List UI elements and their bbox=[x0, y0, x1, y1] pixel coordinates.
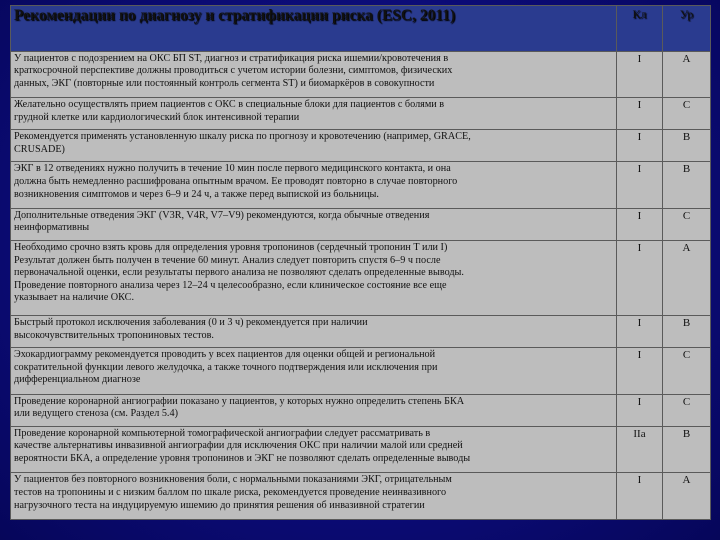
recommendation-line: Проведение повторного анализа через 12–24 ч целесообразно, если клиническое состояние все еще bbox=[14, 279, 447, 291]
recommendation-line: возникновения симптомов и через 6–9 и 24 ч, а также перед выпиской из больницы. bbox=[14, 188, 379, 200]
class-cell: I bbox=[617, 473, 663, 520]
recommendation-line: Необходимо срочно взять кровь для определения уровня тропонинов (сердечный тропонин T или I) bbox=[14, 241, 448, 253]
level-cell: C bbox=[663, 348, 711, 394]
recommendation-line: Проведение коронарной компьютерной томографической ангиографии следует рассматривать в bbox=[14, 427, 431, 439]
table-row bbox=[11, 426, 711, 472]
recommendation-line: Результат должен быть получен в течение 60 минут. Анализ следует повторить спустя 6–9 ч после bbox=[14, 254, 441, 266]
recommendation-text bbox=[11, 162, 617, 208]
level-cell: A bbox=[663, 240, 711, 315]
level-cell: C bbox=[663, 394, 711, 426]
table-row bbox=[11, 208, 711, 240]
level-cell: B bbox=[663, 162, 711, 208]
table-row bbox=[11, 98, 711, 130]
recommendation-line: грудной клетке или кардиологический блок интенсивной терапии bbox=[14, 111, 300, 123]
recommendation-line: У пациентов без повторного возникновения боли, с нормальными показаниями ЭКГ, отрицательным bbox=[14, 474, 452, 486]
level-cell: C bbox=[663, 98, 711, 130]
level-cell: B bbox=[663, 426, 711, 472]
recommendation-text bbox=[11, 348, 617, 394]
recommendation-text bbox=[11, 240, 617, 315]
recommendation-line: неинформативны bbox=[14, 222, 90, 234]
recommendation-text bbox=[11, 208, 617, 240]
class-cell: I bbox=[617, 240, 663, 315]
class-cell: I bbox=[617, 162, 663, 208]
level-cell: B bbox=[663, 316, 711, 348]
recommendation-line: Рекомендуется применять установленную шкалу риска по прогнозу и кровотечению (например, GRACE, bbox=[14, 131, 471, 143]
class-cell: I bbox=[617, 51, 663, 97]
table-row bbox=[11, 473, 711, 520]
recommendation-line: краткосрочной перспективе должны проводиться с учетом истории болезни, симптомов, физических bbox=[14, 65, 453, 77]
recommendation-line: первоначальной оценки, если результаты первого анализа не позволяют сделать определенные выводы. bbox=[14, 267, 464, 279]
recommendation-text bbox=[11, 51, 617, 97]
recommendation-line: Желательно осуществлять прием пациентов с ОКС в специальные блоки для пациентов с болями в bbox=[14, 99, 445, 111]
level-cell: A bbox=[663, 51, 711, 97]
table-header-row bbox=[11, 6, 711, 52]
table-row bbox=[11, 240, 711, 315]
recommendation-line: У пациентов с подозрением на ОКС БП ST, диагноз и стратификация риска ишемии/кровотечения в bbox=[14, 52, 449, 64]
recommendation-line: CRUSADE) bbox=[14, 143, 65, 155]
table-body bbox=[11, 51, 711, 519]
level-cell: A bbox=[663, 473, 711, 520]
recommendation-text bbox=[11, 316, 617, 348]
table-row bbox=[11, 394, 711, 426]
table-row bbox=[11, 316, 711, 348]
recommendation-text bbox=[11, 394, 617, 426]
recommendation-line: ЭКГ в 12 отведениях нужно получить в течение 10 мин после первого медицинского контакта, и она bbox=[14, 163, 451, 175]
recommendation-line: данных, ЭКГ (повторные или постоянный контроль сегмента ST) и биомаркёров в совокупности bbox=[14, 77, 435, 89]
class-cell: I bbox=[617, 394, 663, 426]
recommendation-text bbox=[11, 130, 617, 162]
recommendation-line: тестов на тропонины и с низким баллом по шкале риска, рекомендуется проведение неинвазивного bbox=[14, 486, 447, 498]
recommendation-line: должна быть немедленно расшифрована опытным врачом. Ее проводят повторно в случае повторного bbox=[14, 175, 458, 187]
recommendation-line: качестве альтернативы инвазивной ангиографии для исключения ОКС при наличии малой или средней bbox=[14, 440, 463, 452]
recommendation-line: высокочувствительных тропониновых тестов. bbox=[14, 329, 214, 341]
recommendations-table bbox=[10, 5, 711, 520]
class-cell: I bbox=[617, 208, 663, 240]
recommendation-line: нагрузочного теста на индуцируемую ишемию до принятия решения об инвазивной стратегии bbox=[14, 499, 425, 511]
recommendation-text bbox=[11, 98, 617, 130]
class-cell: I bbox=[617, 130, 663, 162]
class-cell: I bbox=[617, 316, 663, 348]
recommendation-line: дифференциальном диагнозе bbox=[14, 374, 141, 386]
recommendation-line: Быстрый протокол исключения заболевания (0 и 3 ч) рекомендуется при наличии bbox=[14, 317, 368, 329]
recommendation-line: вероятности БКА, а определение уровня тропонинов и ЭКГ не позволяют сделать определенные выводы bbox=[14, 453, 471, 465]
class-column-header: Кл bbox=[617, 6, 663, 52]
table-row bbox=[11, 51, 711, 97]
level-cell: C bbox=[663, 208, 711, 240]
table-title: Рекомендации по диагнозу и стратификации риска (ESC, 2011) bbox=[11, 6, 617, 52]
recommendation-line: Дополнительные отведения ЭКГ (V3R, V4R, V7–V9) рекомендуются, когда обычные отведения bbox=[14, 209, 430, 221]
class-cell: IIa bbox=[617, 426, 663, 472]
table-row bbox=[11, 348, 711, 394]
recommendation-text bbox=[11, 473, 617, 520]
table-row bbox=[11, 162, 711, 208]
class-cell: I bbox=[617, 348, 663, 394]
recommendation-line: или ведущего стеноза (см. Раздел 5.4) bbox=[14, 408, 178, 420]
recommendation-line: сократительной функции левого желудочка, а также точного подтверждения или исключения при bbox=[14, 361, 438, 373]
level-cell: B bbox=[663, 130, 711, 162]
recommendation-line: Проведение коронарной ангиографии показано у пациентов, у которых нужно определить степень БКА bbox=[14, 395, 465, 407]
recommendation-line: Эхокардиограмму рекомендуется проводить у всех пациентов для оценки общей и региональной bbox=[14, 349, 436, 361]
table-row bbox=[11, 130, 711, 162]
level-column-header: Ур bbox=[663, 6, 711, 52]
recommendation-text bbox=[11, 426, 617, 472]
class-cell: I bbox=[617, 98, 663, 130]
recommendation-line: указывает на наличие ОКС. bbox=[14, 292, 135, 304]
